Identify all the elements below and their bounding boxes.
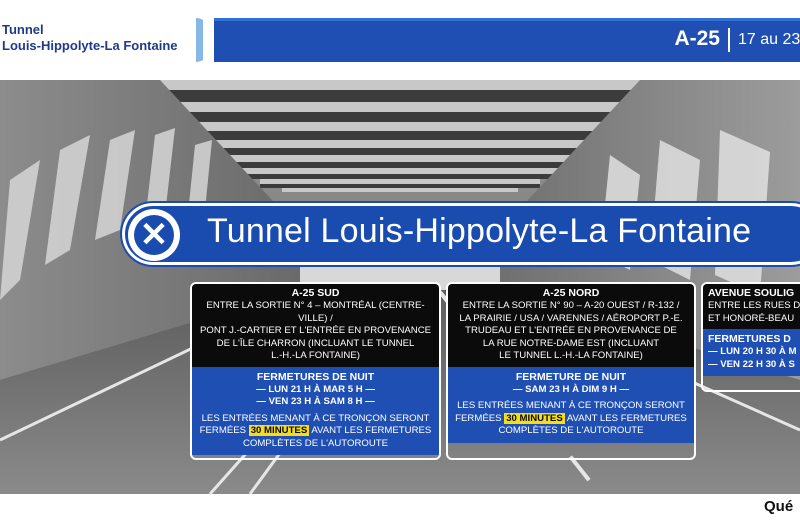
date-range: 17 au 23 — [738, 31, 800, 48]
closure-note-line: COMPLÈTES DE L'AUTOROUTE — [242, 437, 389, 449]
closure-note-line — [197, 425, 434, 438]
closure-time: — SAM 23 H À DIM 9 H — — [512, 383, 630, 395]
card-closures — [703, 329, 800, 376]
closure-title: FERMETURES D — [708, 333, 791, 345]
closure-note-highlight: 30 MINUTES — [506, 412, 563, 424]
closure-note-line: LES ENTRÉES MENANT À CE TRONÇON SERONT — [201, 412, 430, 424]
card-desc-line: ENTRE LA SORTIE N° 4 – MONTRÉAL (CENTRE-VILLE) / — [206, 300, 425, 324]
closure-note-line: COMPLÈTES DE L'AUTOROUTE — [498, 425, 644, 436]
quebec-logo: Qué — [764, 498, 794, 515]
card-description — [192, 284, 439, 367]
header-decoration-gap — [203, 18, 213, 62]
close-x-icon: ✕ — [134, 215, 174, 255]
closure-time: — VEN 23 H À SAM 8 H — — [256, 396, 375, 407]
closure-time: — LUN 21 H À MAR 5 H — — [256, 383, 375, 395]
closure-note — [197, 413, 434, 451]
closure-title: FERMETURE DE NUIT — [515, 370, 627, 383]
card-desc-line: ET HONORÉ-BEAU — [708, 312, 795, 324]
card-closures — [448, 367, 694, 443]
brand-title-line1: Tunnel — [2, 22, 44, 37]
closure-note — [453, 400, 689, 438]
card-description — [703, 284, 800, 329]
card-desc-line: PONT J.-CARTIER ET L'ENTRÉE EN PROVENANCE — [199, 325, 432, 336]
closure-note-line — [453, 413, 689, 426]
banner-title: Tunnel Louis-Hippolyte-La Fontaine — [207, 212, 752, 250]
card-desc-line: LA PRAIRIE / USA / VARENNES / AÉROPORT P.-E. — [459, 312, 683, 324]
closure-card-avenue — [701, 282, 800, 392]
card-desc-line: LE TUNNEL L.-H.-LA FONTAINE) — [499, 350, 643, 361]
closure-title: FERMETURES DE NUIT — [256, 370, 375, 383]
card-desc-line: L.-H.-LA FONTAINE) — [271, 350, 360, 361]
closure-time: — VEN 22 H 30 À S — [708, 358, 795, 370]
brand-title-line2: Louis-Hippolyte-La Fontaine — [2, 38, 178, 53]
card-heading: AVENUE SOULIG — [708, 287, 795, 299]
card-desc-line: DE L'ÎLE CHARRON (INCLUANT LE TUNNEL — [216, 337, 415, 349]
header-divider — [728, 28, 730, 52]
closure-note-pre: FERMÉES — [199, 425, 247, 436]
closure-note-highlight: 30 MINUTES — [250, 425, 308, 436]
closure-note-line: LES ENTRÉES MENANT À CE TRONÇON SERONT — [457, 400, 685, 411]
card-desc-line: ENTRE LA SORTIE N° 90 – A-20 OUEST / R-132 / — [462, 300, 680, 311]
card-desc-line: TRUDEAU ET L'ENTRÉE EN PROVENANCE DE — [465, 325, 677, 336]
card-heading: A-25 NORD — [542, 287, 600, 299]
closure-note-post: AVANT LES FERMETURES — [566, 412, 687, 424]
closure-note-post: AVANT LES FERMETURES — [311, 425, 432, 436]
card-heading: A-25 SUD — [291, 287, 340, 299]
closure-card-south — [190, 282, 441, 460]
card-description — [448, 284, 694, 367]
brand-title — [0, 18, 206, 62]
road-label: A-25 — [674, 27, 720, 50]
closure-time: — LUN 20 H 30 À M — [708, 346, 797, 357]
card-desc-line: LA RUE NOTRE-DAME EST (INCLUANT — [482, 337, 660, 349]
closure-card-north — [446, 282, 696, 460]
closure-note-pre: FERMÉES — [455, 412, 502, 424]
card-closures — [192, 367, 439, 456]
card-desc-line: ENTRE LES RUES D — [708, 300, 800, 311]
